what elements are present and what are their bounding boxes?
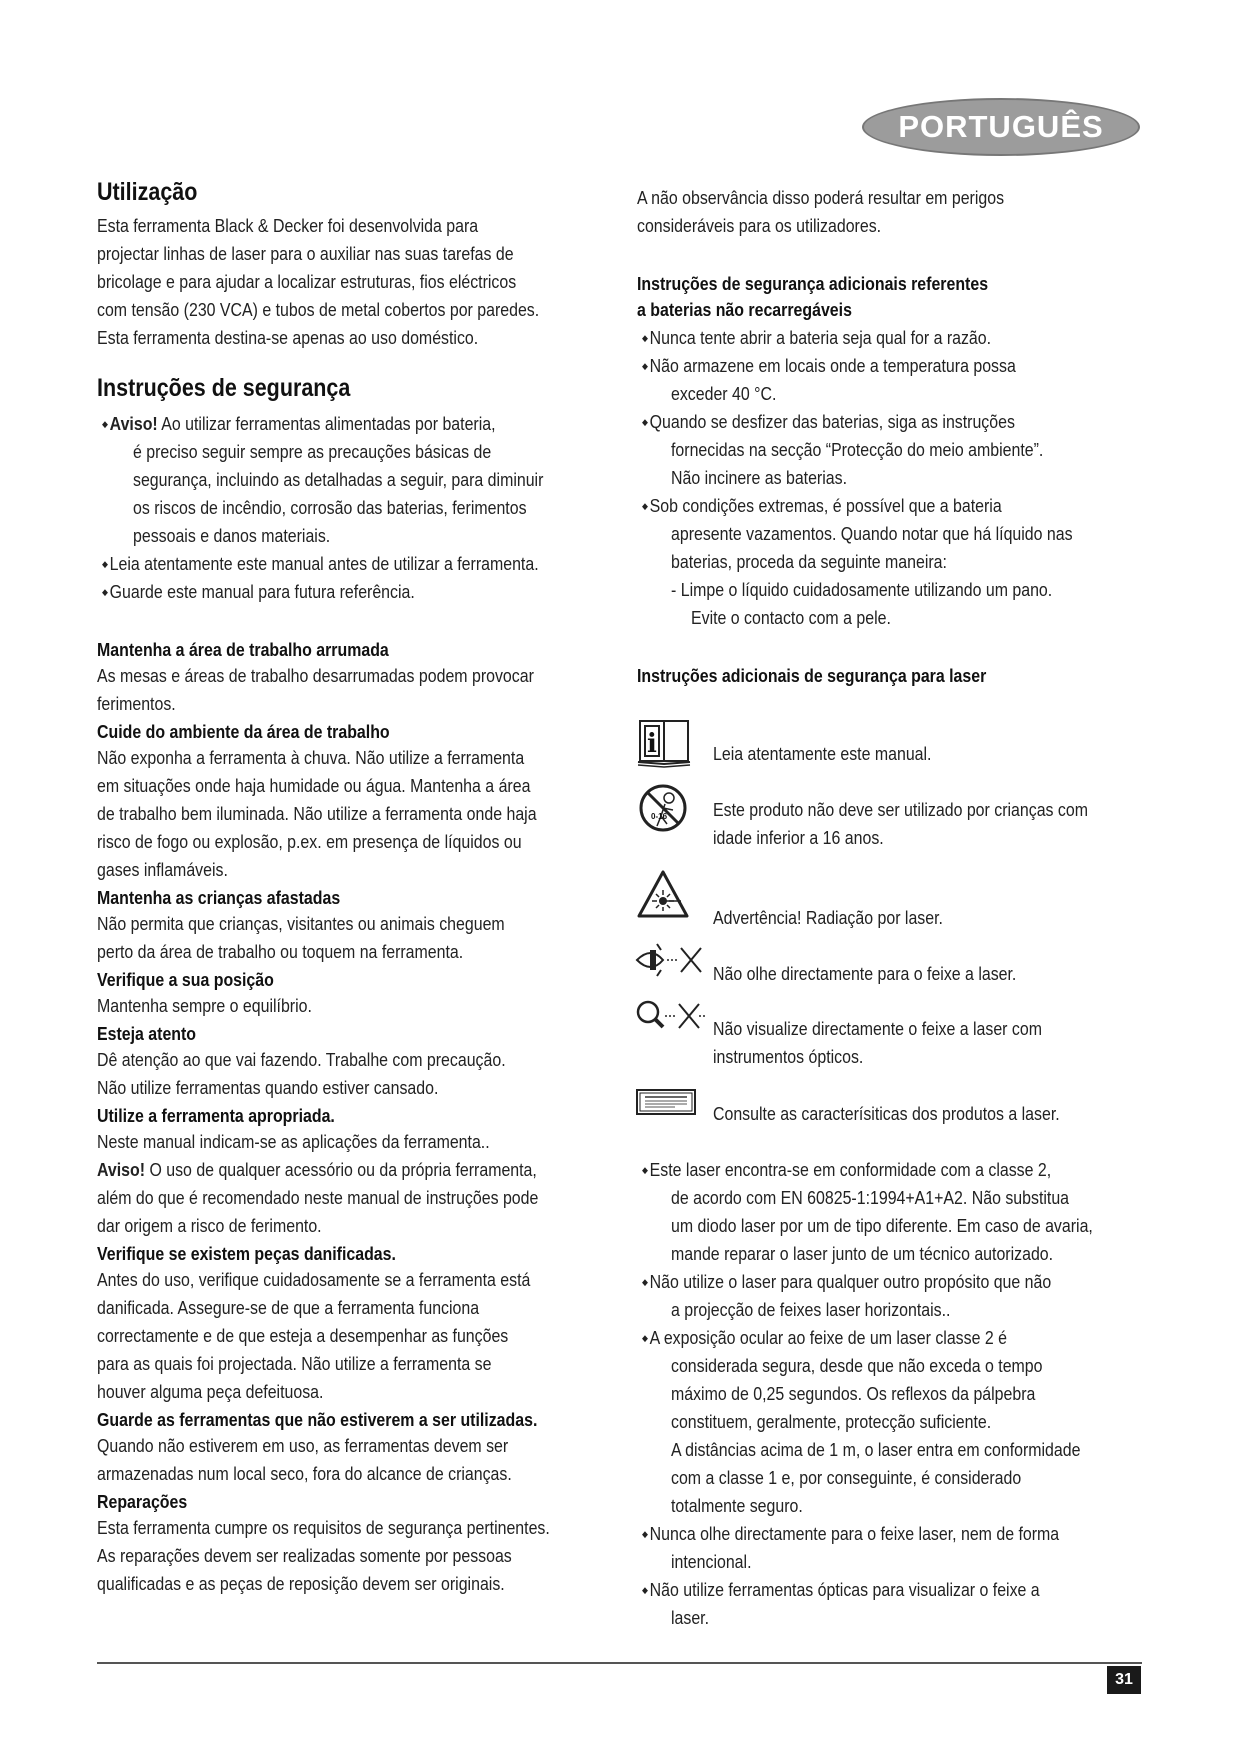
dash-item-cont: Evite o contacto com a pele. bbox=[691, 607, 891, 628]
bullet-cont: com a classe 1 e, por conseguinte, é considerado bbox=[671, 1467, 1022, 1488]
dash-item: - Limpe o líquido cuidadosamente utilizando um pano. bbox=[671, 579, 1053, 600]
paragraph-line: Esta ferramenta destina-se apenas ao uso doméstico. bbox=[97, 327, 479, 348]
bullet-item: ◆ Quando se desfizer das baterias, siga as instruções bbox=[642, 408, 1076, 439]
bullet-cont: máximo de 0,25 segundos. Os reflexos da pálpebra bbox=[671, 1383, 1036, 1404]
bullet-cont: a projecção de feixes laser horizontais.. bbox=[671, 1299, 951, 1320]
bullet-cont: A distâncias acima de 1 m, o laser entra em conformidade bbox=[671, 1439, 1081, 1460]
bullet-item: ◆ Nunca olhe directamente para o feixe laser, nem de forma bbox=[642, 1520, 1127, 1551]
paragraph-line: As mesas e áreas de trabalho desarrumadas podem provocar bbox=[97, 665, 534, 686]
paragraph-line: bricolage e para ajudar a localizar estruturas, fios eléctricos bbox=[97, 271, 517, 292]
paragraph-line: Não permita que crianças, visitantes ou animais cheguem bbox=[97, 913, 505, 934]
aviso-paragraph: Aviso! O uso de qualquer acessório ou da própria ferramenta, bbox=[97, 1159, 537, 1180]
bullet-cont: segurança, incluindo as detalhadas a seguir, para diminuir bbox=[133, 469, 544, 490]
bullet-item: ◆ Sob condições extremas, é possível que a bateria bbox=[642, 492, 1060, 523]
optical-beam-icon bbox=[633, 996, 707, 1036]
subheading: a baterias não recarregáveis bbox=[637, 299, 852, 320]
bullet-cont: Não incinere as baterias. bbox=[671, 467, 847, 488]
bullet-cont: pessoais e danos materiais. bbox=[133, 525, 331, 546]
paragraph-line: qualificadas e as peças de reposição devem ser originais. bbox=[97, 1573, 505, 1594]
bullet-cont: exceder 40 °C. bbox=[671, 383, 777, 404]
paragraph-line: risco de fogo ou explosão, p.ex. em presença de líquidos ou bbox=[97, 831, 522, 852]
subheading: Instruções de segurança adicionais referentes bbox=[637, 273, 989, 294]
bullet-cont: de acordo com EN 60825-1:1994+A1+A2. Não substitua bbox=[671, 1187, 1070, 1208]
subheading: Mantenha as crianças afastadas bbox=[97, 887, 341, 908]
bullet-item: ◆ Leia atentamente este manual antes de utilizar a ferramenta. bbox=[102, 550, 610, 581]
bullet-cont: considerada segura, desde que não exceda o tempo bbox=[671, 1355, 1043, 1376]
paragraph-line: Antes do uso, verifique cuidadosamente se a ferramenta está bbox=[97, 1269, 531, 1290]
paragraph-line: Mantenha sempre o equilíbrio. bbox=[97, 995, 312, 1016]
subheading: Verifique se existem peças danificadas. bbox=[97, 1243, 396, 1264]
symbol-text: Não visualize directamente o feixe a laser com bbox=[713, 1018, 1042, 1039]
paragraph-line: Esta ferramenta cumpre os requisitos de segurança pertinentes. bbox=[97, 1517, 550, 1538]
paragraph-line: As reparações devem ser realizadas somente por pessoas bbox=[97, 1545, 512, 1566]
bullet-cont: mande reparar o laser junto de um técnico autorizado. bbox=[671, 1243, 1054, 1264]
paragraph-line: consideráveis para os utilizadores. bbox=[637, 215, 882, 236]
paragraph-line: de trabalho bem iluminada. Não utilize a ferramenta onde haja bbox=[97, 803, 537, 824]
laser-label-icon bbox=[635, 1088, 697, 1116]
subheading: Verifique a sua posição bbox=[97, 969, 274, 990]
symbol-text: Advertência! Radiação por laser. bbox=[713, 907, 943, 928]
bullet-item: ◆ Nunca tente abrir a bateria seja qual for a razão. bbox=[642, 324, 1048, 355]
bullet-cont: baterias, proceda da seguinte maneira: bbox=[671, 551, 947, 572]
paragraph-line: A não observância disso poderá resultar em perigos bbox=[637, 187, 1005, 208]
paragraph-line: em situações onde haja humidade ou água. Mantenha a área bbox=[97, 775, 531, 796]
bullet-item: ◆ A exposição ocular ao feixe de um laser classe 2 é bbox=[642, 1324, 1066, 1355]
bullet-cont: intencional. bbox=[671, 1551, 752, 1572]
symbol-text: Consulte as caracterísiticas dos produtos a laser. bbox=[713, 1103, 1060, 1124]
paragraph-line: Dê atenção ao que vai fazendo. Trabalhe com precaução. bbox=[97, 1049, 506, 1070]
subheading: Utilize a ferramenta apropriada. bbox=[97, 1105, 335, 1126]
paragraph-line: Não utilize ferramentas quando estiver cansado. bbox=[97, 1077, 439, 1098]
subheading: Instruções adicionais de segurança para laser bbox=[637, 665, 987, 686]
bullet-cont: é preciso seguir sempre as precauções básicas de bbox=[133, 441, 492, 462]
subheading: Mantenha a área de trabalho arrumada bbox=[97, 639, 389, 660]
paragraph-line: houver alguma peça defeituosa. bbox=[97, 1381, 324, 1402]
aviso-label: Aviso! bbox=[97, 1159, 146, 1180]
paragraph-line: correctamente e de que esteja a desempenhar as funções bbox=[97, 1325, 509, 1346]
bullet-item: ◆ Não armazene em locais onde a temperatura possa bbox=[642, 352, 1077, 383]
paragraph-line: com tensão (230 VCA) e tubos de metal cobertos por paredes. bbox=[97, 299, 540, 320]
paragraph-line: para as quais foi projectada. Não utilize a ferramenta se bbox=[97, 1353, 492, 1374]
paragraph-line: projectar linhas de laser para o auxiliar nas suas tarefas de bbox=[97, 243, 514, 264]
footer-rule bbox=[97, 1662, 1142, 1664]
bullet-cont: fornecidas na secção “Protecção do meio ambiente”. bbox=[671, 439, 1044, 460]
eye-beam-icon bbox=[633, 940, 707, 980]
bullet-aviso: ◆ Aviso! Ao utilizar ferramentas alimentadas por bateria, bbox=[102, 410, 560, 441]
symbol-text: instrumentos ópticos. bbox=[713, 1046, 864, 1067]
symbol-text: Não olhe directamente para o feixe a laser. bbox=[713, 963, 1017, 984]
subheading: Cuide do ambiente da área de trabalho bbox=[97, 721, 390, 742]
subheading: Guarde as ferramentas que não estiverem a ser utilizadas. bbox=[97, 1409, 538, 1430]
no-children-icon bbox=[637, 782, 689, 834]
read-manual-icon bbox=[635, 718, 693, 768]
paragraph-line: dar origem a risco de ferimento. bbox=[97, 1215, 322, 1236]
symbol-text: Leia atentamente este manual. bbox=[713, 743, 932, 764]
symbol-text: Este produto não deve ser utilizado por crianças com bbox=[713, 799, 1088, 820]
subheading: Reparações bbox=[97, 1491, 188, 1512]
laser-warning-icon bbox=[635, 868, 691, 920]
symbol-text: idade inferior a 16 anos. bbox=[713, 827, 884, 848]
bullet-item: ◆ Não utilize o laser para qualquer outro propósito que não bbox=[642, 1268, 1118, 1299]
paragraph-line: além do que é recomendado neste manual de instruções pode bbox=[97, 1187, 539, 1208]
language-badge: PORTUGUÊS bbox=[862, 98, 1140, 156]
bullet-item: ◆ Este laser encontra-se em conformidade com a classe 2, bbox=[642, 1156, 1118, 1187]
aviso-label: Aviso! bbox=[109, 413, 158, 434]
section-title-seguranca: Instruções de segurança bbox=[97, 374, 351, 402]
bullet-cont: um diodo laser por um de tipo diferente. Em caso de avaria, bbox=[671, 1215, 1093, 1236]
bullet-item: ◆ Guarde este manual para futura referência. bbox=[102, 578, 466, 609]
svg-text:i: i bbox=[647, 729, 657, 759]
paragraph-line: perto da área de trabalho ou toquem na ferramenta. bbox=[97, 941, 464, 962]
page-number: 31 bbox=[1107, 1666, 1141, 1694]
paragraph-line: danificada. Assegure-se de que a ferramenta funciona bbox=[97, 1297, 480, 1318]
paragraph-line: Neste manual indicam-se as aplicações da ferramenta.. bbox=[97, 1131, 490, 1152]
bullet-cont: apresente vazamentos. Quando notar que há líquido nas bbox=[671, 523, 1073, 544]
bullet-cont: os riscos de incêndio, corrosão das baterias, ferimentos bbox=[133, 497, 527, 518]
bullet-cont: totalmente seguro. bbox=[671, 1495, 803, 1516]
paragraph-line: armazenadas num local seco, fora do alcance de crianças. bbox=[97, 1463, 512, 1484]
paragraph-line: Quando não estiverem em uso, as ferramentas devem ser bbox=[97, 1435, 509, 1456]
bullet-cont: constituem, geralmente, protecção suficiente. bbox=[671, 1411, 992, 1432]
age-limit-label: 0-16 bbox=[651, 812, 668, 821]
bullet-cont: laser. bbox=[671, 1607, 710, 1628]
bullet-item: ◆ Não utilize ferramentas ópticas para visualizar o feixe a bbox=[642, 1576, 1104, 1607]
section-title-utilizacao: Utilização bbox=[97, 178, 198, 206]
paragraph-line: gases inflamáveis. bbox=[97, 859, 228, 880]
paragraph-line: Não exponha a ferramenta à chuva. Não utilize a ferramenta bbox=[97, 747, 525, 768]
paragraph-line: Esta ferramenta Black & Decker foi desenvolvida para bbox=[97, 215, 479, 236]
paragraph-line: ferimentos. bbox=[97, 693, 176, 714]
subheading: Esteja atento bbox=[97, 1023, 197, 1044]
